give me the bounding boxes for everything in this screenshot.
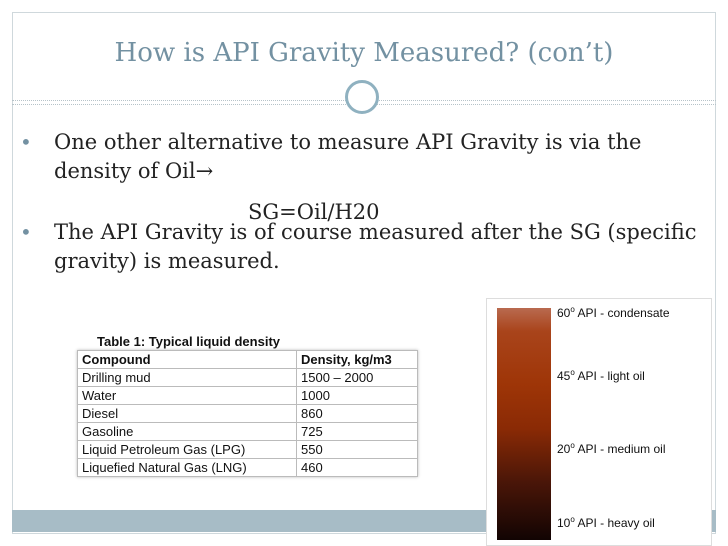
table-cell: Gasoline [78,423,297,441]
table-row [78,369,418,387]
api-label-text: API - heavy oil [577,516,655,530]
api-label-text: API - condensate [577,306,670,320]
api-degree: 20 [557,442,571,456]
table-cell: 725 [297,423,418,441]
api-degree: 10 [557,516,571,530]
bullet-text-1: One other alternative to measure API Gravity is via the density of Oil→ [54,130,642,183]
table-cell: Liquid Petroleum Gas (LPG) [78,441,297,459]
api-label-heavy-oil: 10$^o$ API - heavy oil [557,515,655,530]
table-row [78,459,418,477]
table-header-compound: Compound [78,351,297,369]
formula-line: SG=Oil/H20 [248,200,380,224]
table-title: Table 1: Typical liquid density [97,334,280,349]
api-label-light-oil: 45$^o$ API - light oil [557,368,645,383]
table-cell: 1500 – 2000 [297,369,418,387]
table-row [78,405,418,423]
table-cell: 550 [297,441,418,459]
table-cell: 1000 [297,387,418,405]
api-label-text: API - light oil [577,369,645,383]
api-gradient-bar [497,308,551,540]
table-cell: Liquefied Natural Gas (LNG) [78,459,297,477]
table-header-density: Density, kg/m3 [297,351,418,369]
table-cell: Drilling mud [78,369,297,387]
table-cell: Water [78,387,297,405]
table-header-row [78,351,418,369]
title-circle-ornament [345,80,379,114]
bullet-item-2 [20,218,700,276]
bullet-dot-icon: • [20,220,32,244]
table-row [78,387,418,405]
api-label-condensate: 60$^o$ API - condensate [557,305,670,320]
bullet-text-2: The API Gravity is of course measured after the SG (specific gravity) is measured. [54,220,697,273]
table-row [78,441,418,459]
density-table [77,350,418,477]
api-label-text: API - medium oil [577,442,666,456]
table-cell: 460 [297,459,418,477]
table-row [78,423,418,441]
api-label-medium-oil: 20$^o$ API - medium oil [557,441,666,456]
bullet-item-1 [20,128,700,186]
bullet-dot-icon: • [20,130,32,154]
api-degree: 60 [557,306,571,320]
api-degree: 45 [557,369,571,383]
table-cell: 860 [297,405,418,423]
table-cell: Diesel [78,405,297,423]
slide-title: How is API Gravity Measured? (con’t) [114,38,614,68]
